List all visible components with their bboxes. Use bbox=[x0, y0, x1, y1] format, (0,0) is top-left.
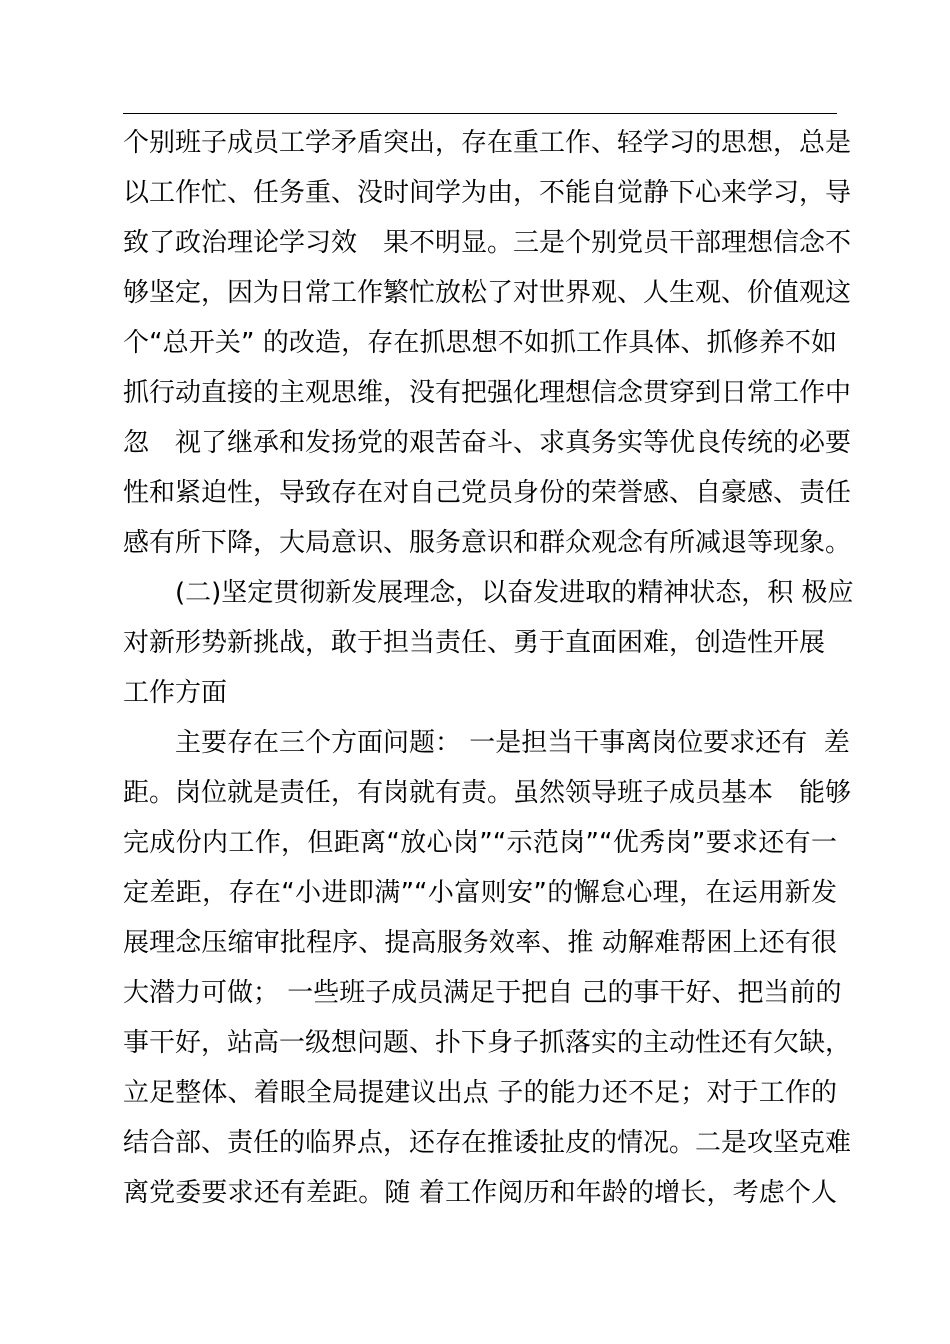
body-line: 抓行动直接的主观思维，没有把强化理想信念贯穿到日常工作中 bbox=[123, 378, 852, 408]
body-line: 主要存在三个方面问题： 一是担当干事离岗位要求还有 差 bbox=[175, 728, 850, 758]
body-line: 个别班子成员工学矛盾突出，存在重工作、轻学习的思想，总是 bbox=[123, 128, 852, 158]
body-line: 立足整体、着眼全局提建议出点 子的能力还不足；对于工作的 bbox=[123, 1078, 837, 1108]
body-line: 展理念压缩审批程序、提高服务效率、推 动解难帮困上还有很 bbox=[123, 928, 837, 958]
body-line: 定差距，存在“小进即满”“小富则安”的懈怠心理，在运用新发 bbox=[123, 878, 837, 908]
body-line: 完成份内工作，但距离“放心岗”“示范岗”“优秀岗”要求还有一 bbox=[123, 828, 837, 858]
section-heading-line: (二)坚定贯彻新发展理念，以奋发进取的精神状态，积 极应 bbox=[175, 578, 854, 608]
body-line: 致了政治理论学习效 果不明显。三是个别党员干部理想信念不 bbox=[123, 228, 852, 258]
body-line: 事干好，站高一级想问题、扑下身子抓落实的主动性还有欠缺， bbox=[123, 1028, 852, 1058]
body-line: 大潜力可做； 一些班子成员满足于把自 己的事干好、把当前的 bbox=[123, 978, 842, 1008]
section-heading-line: 工作方面 bbox=[123, 678, 228, 708]
section-heading-line: 对新形势新挑战，敢于担当责任、勇于直面困难，创造性开展 bbox=[123, 628, 826, 658]
body-line: 感有所下降，大局意识、服务意识和群众观念有所减退等现象。 bbox=[123, 528, 852, 558]
header-rule bbox=[123, 113, 837, 114]
body-line: 距。岗位就是责任，有岗就有责。虽然领导班子成员基本 能够 bbox=[123, 778, 852, 808]
body-line: 以工作忙、任务重、没时间学为由，不能自觉静下心来学习，导 bbox=[123, 178, 852, 208]
body-line: 性和紧迫性，导致存在对自己党员身份的荣誉感、自豪感、责任 bbox=[123, 478, 852, 508]
body-line: 忽 视了继承和发扬党的艰苦奋斗、求真务实等优良传统的必要 bbox=[123, 428, 852, 458]
body-line: 结合部、责任的临界点，还存在推诿扯皮的情况。二是攻坚克难 bbox=[123, 1128, 852, 1158]
body-line: 离党委要求还有差距。随 着工作阅历和年龄的增长，考虑个人 bbox=[123, 1178, 837, 1208]
body-line: 够坚定，因为日常工作繁忙放松了对世界观、人生观、价值观这 bbox=[123, 278, 852, 308]
body-line: 个“总开关” 的改造，存在抓思想不如抓工作具体、抓修养不如 bbox=[123, 328, 837, 358]
